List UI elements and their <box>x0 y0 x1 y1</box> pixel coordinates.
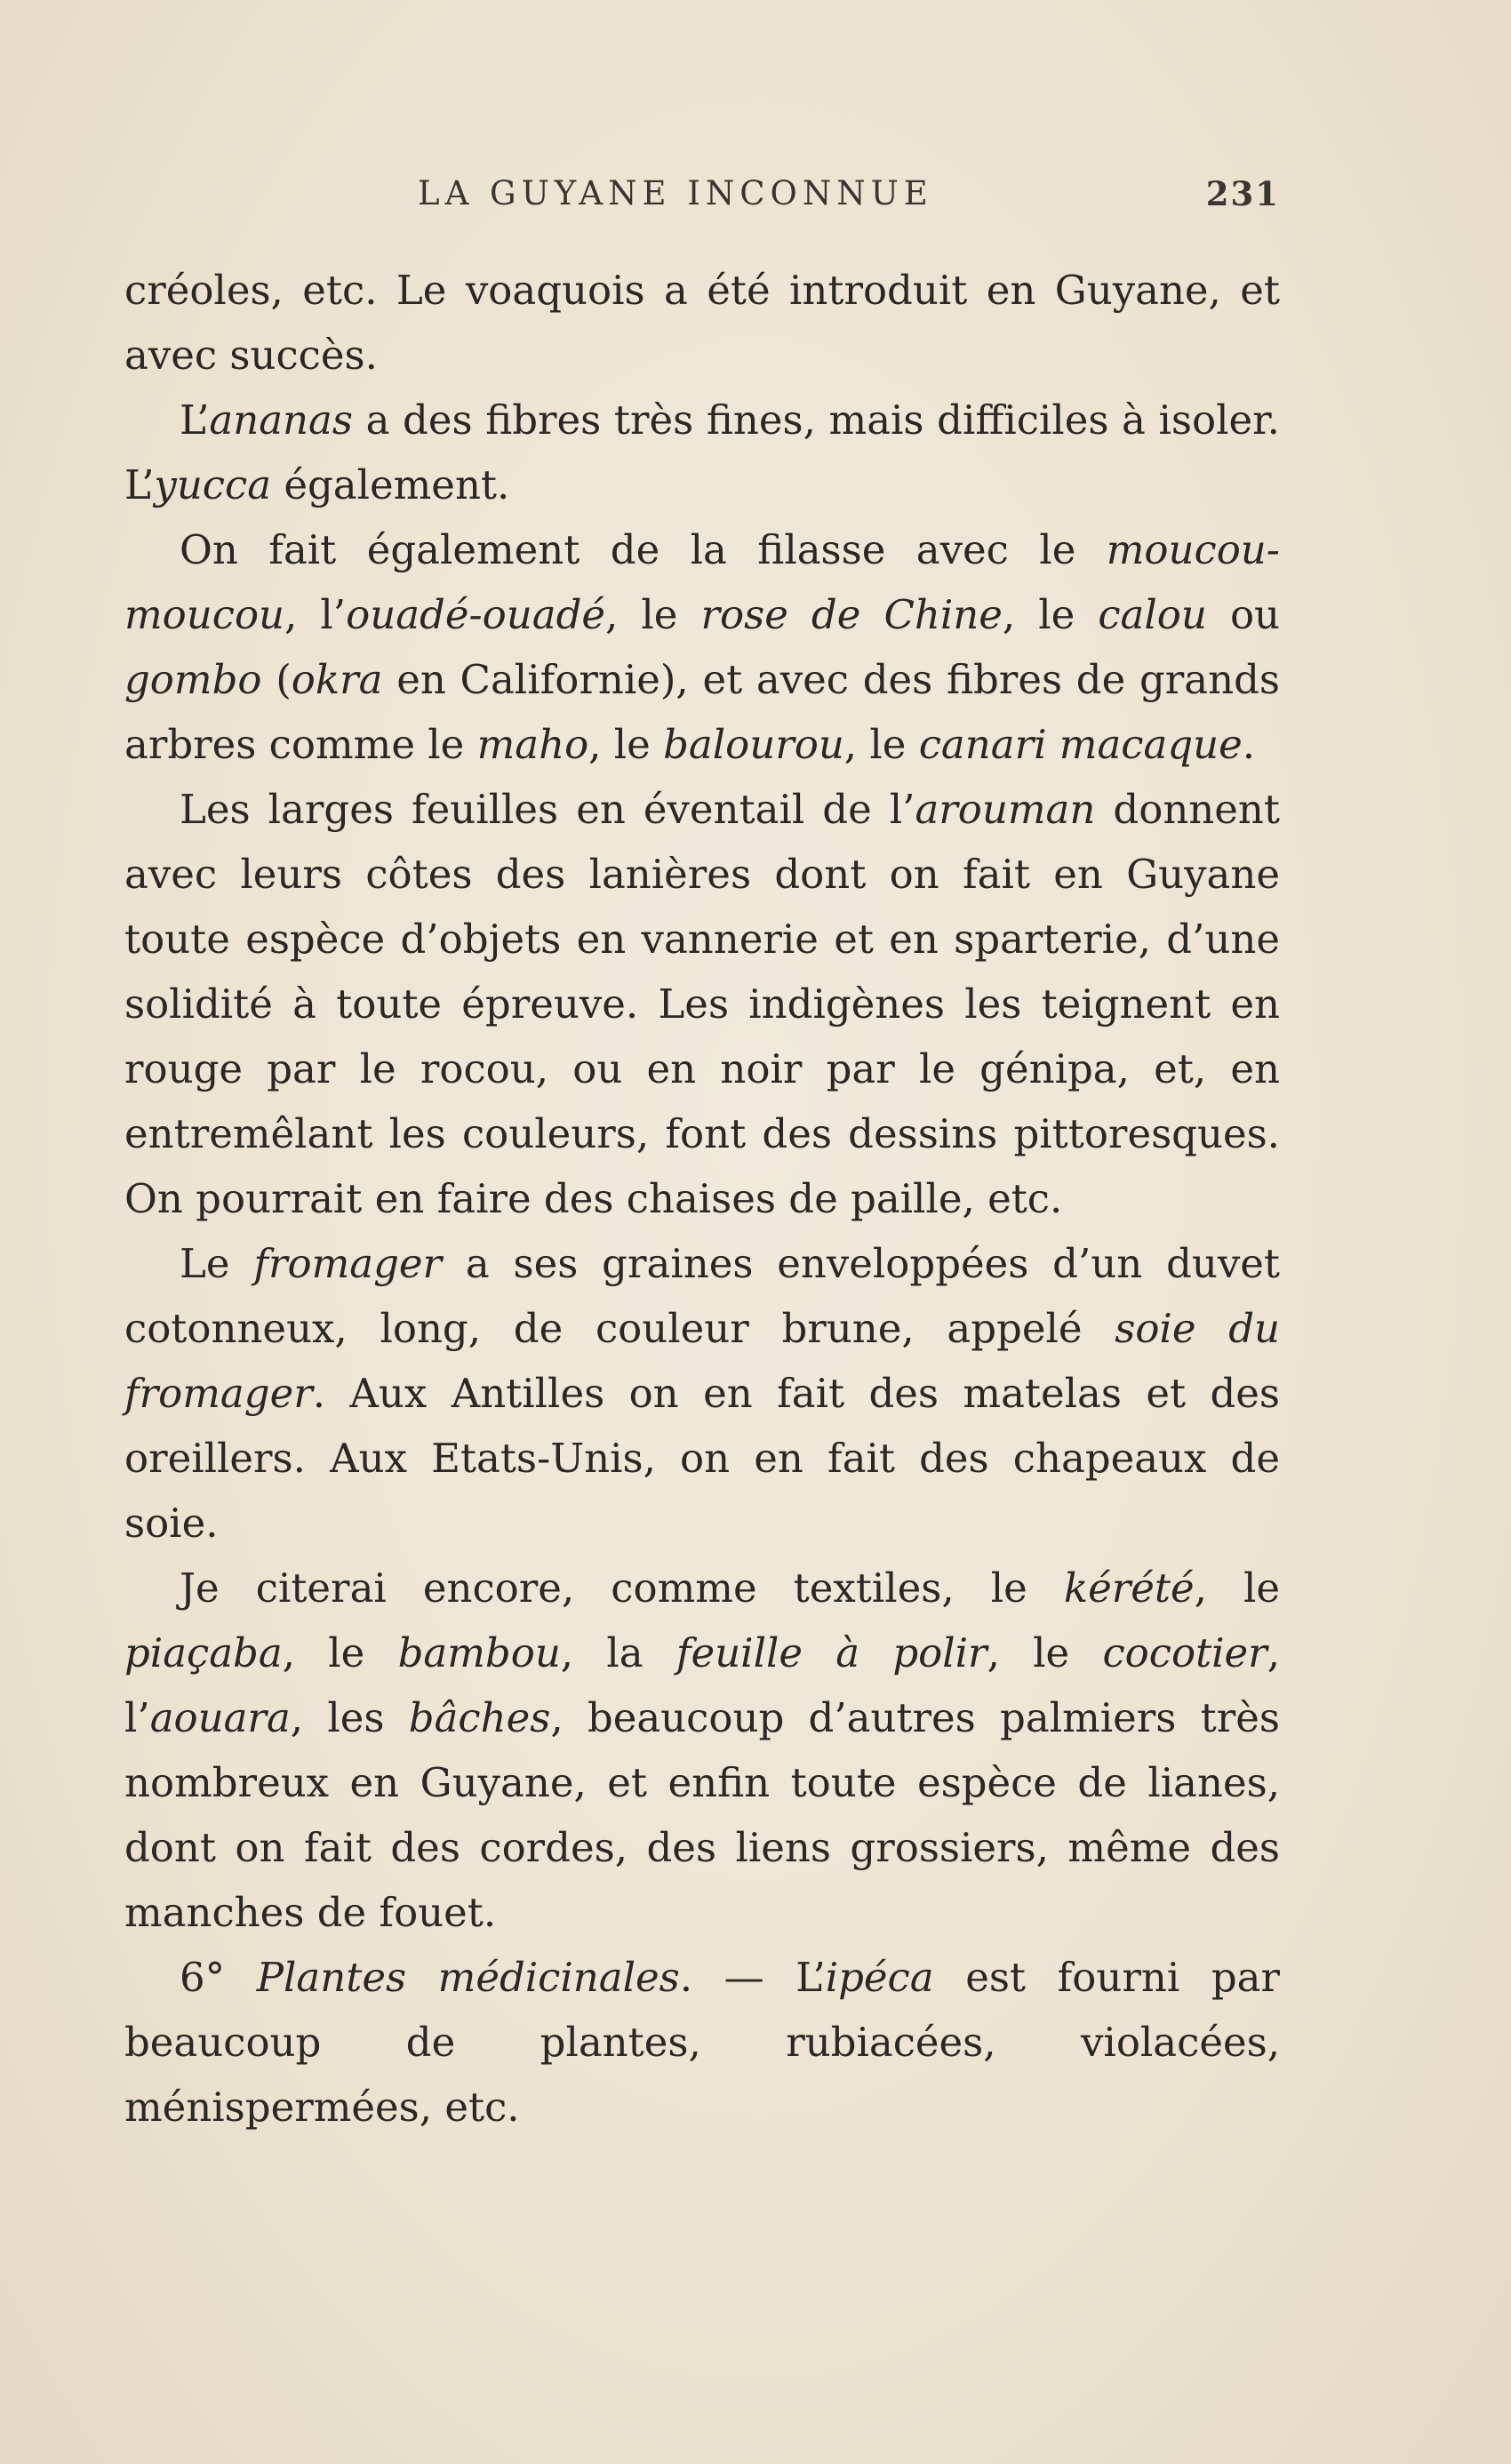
italic-term: balourou <box>663 721 844 768</box>
italic-term: bâches <box>408 1694 551 1741</box>
paragraph-3 <box>124 517 1280 777</box>
text-run: en Californie), et avec des fibres de grands arbres comme le <box>124 656 1280 768</box>
text-run: , l’ <box>284 591 347 638</box>
text-run: , le <box>588 721 664 768</box>
italic-term: aouara <box>149 1694 291 1741</box>
text-run: , le <box>282 1629 398 1676</box>
text-run: ( <box>261 656 292 703</box>
italic-term: Plantes médicinales <box>256 1954 680 2001</box>
text-run: Je citerai encore, comme textiles, le <box>180 1564 1064 1612</box>
paragraph-4 <box>124 777 1280 1231</box>
text-run: ou <box>1206 591 1281 638</box>
text-run: , le <box>1194 1564 1280 1612</box>
italic-term: ananas <box>209 396 353 444</box>
running-title: LA GUYANE INCONNUE <box>418 174 933 212</box>
text-run: Le <box>180 1240 254 1287</box>
italic-term: soie du fromager <box>124 1305 1280 1417</box>
italic-term: ipéca <box>825 1954 934 2001</box>
text-run: , le <box>605 591 701 638</box>
italic-term: rose de Chine <box>700 591 1003 638</box>
text-run: donnent avec leurs côtes des lanières dont on fait en Guyane toute espèce d’objets en vannerie et en sparterie, d’une solidité à toute épreuve. Les indigènes les teignent en rouge par le rocou, ou en noir par le génipa, et, en entremêlant les couleurs, font des dessins pittoresques. On pourrait en faire des chaises de paille, etc. <box>124 786 1280 1222</box>
italic-term: bambou <box>397 1629 561 1676</box>
italic-term: piaçaba <box>124 1629 283 1676</box>
italic-term: maho <box>476 721 589 768</box>
text-run: , le <box>987 1629 1103 1676</box>
paragraph-7 <box>124 1945 1280 2140</box>
text-run: , le <box>1002 591 1099 638</box>
text-run: On fait également de la filasse avec le <box>180 526 1107 573</box>
page-number: 231 <box>1205 174 1280 213</box>
text-run: également. <box>271 461 510 508</box>
page-header <box>124 174 1280 219</box>
body-text <box>124 258 1280 2140</box>
text-run: . Aux Antilles on en fait des matelas et des oreillers. Aux Etats-Unis, on en fait des chapeaux de soie. <box>124 1370 1280 1547</box>
paragraph-5 <box>124 1231 1280 1556</box>
italic-term: cocotier <box>1102 1629 1267 1676</box>
italic-term: moucou-moucou <box>124 526 1280 638</box>
text-run: créoles, etc. Le voaquois a été introduit en Guyane, et avec succès. <box>124 267 1280 379</box>
text-run: , beaucoup d’autres palmiers très nombreux en Guyane, et enfin toute espèce de lianes, dont on fait des cordes, des liens grossiers, même des manches de fouet. <box>124 1694 1280 1936</box>
italic-term: feuille à polir <box>676 1629 987 1676</box>
text-run: a des fibres très fines, mais difficiles à isoler. L’ <box>124 396 1280 508</box>
paragraph-2 <box>124 388 1280 517</box>
text-run: 6° <box>180 1954 257 2001</box>
text-run: a ses graines enveloppées d’un duvet cotonneux, long, de couleur brune, appelé <box>124 1240 1280 1352</box>
paragraph-6 <box>124 1556 1280 1945</box>
italic-term: gombo <box>124 656 262 703</box>
italic-term: arouman <box>915 786 1096 833</box>
text-run: , la <box>560 1629 676 1676</box>
text-run: , le <box>843 721 919 768</box>
text-run: . — L’ <box>679 1954 826 2001</box>
italic-term: okra <box>291 656 383 703</box>
text-run: . <box>1242 721 1256 768</box>
italic-term: yucca <box>154 461 272 508</box>
italic-term: calou <box>1098 591 1207 638</box>
italic-term: ouadé-ouadé <box>346 591 606 638</box>
text-run: , l’ <box>124 1629 1281 1741</box>
text-run: , les <box>290 1694 409 1741</box>
text-run: L’ <box>180 396 210 444</box>
italic-term: kérété <box>1063 1564 1195 1612</box>
paragraph-1 <box>124 258 1280 388</box>
text-run: est fourni par beaucoup de plantes, rubiacées, violacées, ménispermées, etc. <box>124 1954 1281 2131</box>
italic-term: canari macaque <box>918 721 1243 768</box>
text-run: Les larges feuilles en éventail de l’ <box>180 786 915 833</box>
italic-term: fromager <box>253 1240 443 1287</box>
